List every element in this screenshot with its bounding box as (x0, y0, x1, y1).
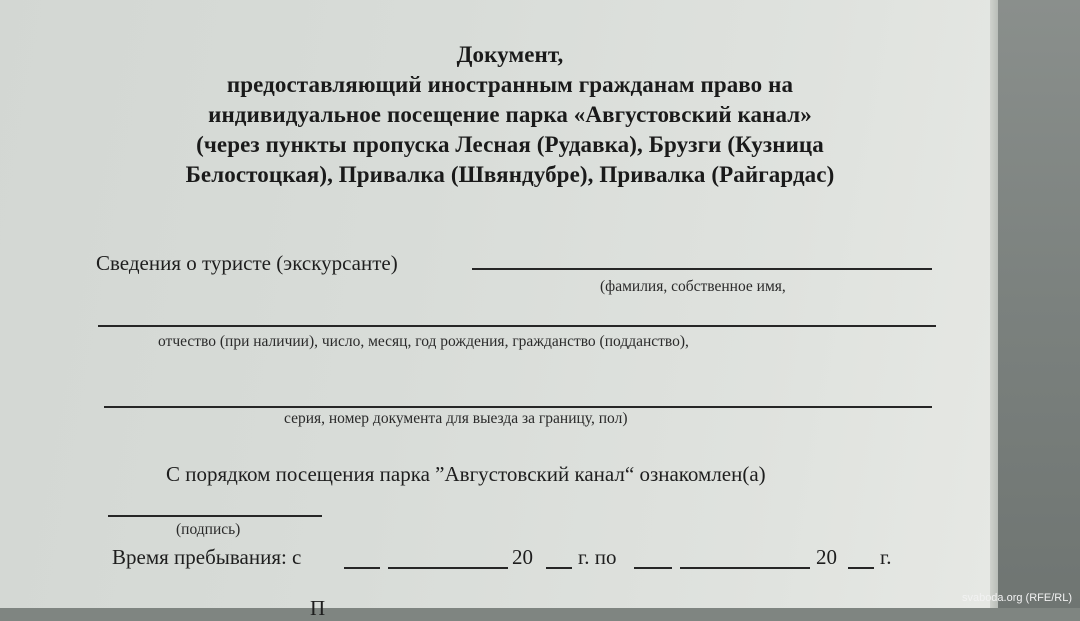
stay-year-prefix-2: 20 (816, 545, 837, 569)
document-title (120, 40, 900, 190)
title-line: предоставляющий иностранным гражданам право на (226, 72, 794, 97)
title-line: (через пункты пропуска Лесная (Рудавка), Брузги (Кузница (196, 132, 824, 157)
stay-year-prefix-1: 20 (512, 545, 533, 569)
document-line (104, 406, 932, 408)
monitor-bezel (998, 0, 1080, 608)
stay-start-year-line (546, 567, 572, 569)
tourist-name-line (472, 268, 932, 270)
stay-end-year-line (848, 567, 874, 569)
stay-start-month-line (388, 567, 508, 569)
paper-edge (990, 0, 998, 608)
title-line: Документ, (456, 42, 564, 67)
title-line: Белостоцкая), Привалка (Швяндубре), Привалка (Райгардас) (185, 162, 835, 187)
watermark: svaboda.org (RFE/RL) (961, 592, 1072, 604)
stay-start-day-line (344, 567, 380, 569)
hint-patronymic: отчество (при наличии), число, месяц, год рождения, гражданство (подданство), (158, 333, 689, 350)
stay-label: Время пребывания: с (112, 545, 302, 569)
patronymic-line (98, 325, 936, 327)
partial-next-line: П (310, 596, 326, 620)
signature-hint: (подпись) (176, 521, 241, 538)
hint-name: (фамилия, собственное имя, (600, 278, 786, 295)
signature-line (108, 515, 322, 517)
stay-unit-1: г. по (578, 545, 617, 569)
stay-end-day-line (634, 567, 672, 569)
stay-unit-2: г. (880, 545, 892, 569)
acknowledge-text: С порядком посещения парка ”Августовский канал“ ознакомлен(а) (166, 462, 766, 486)
hint-document: серия, номер документа для выезда за границу, пол) (284, 410, 628, 427)
title-line: индивидуальное посещение парка «Августовский канал» (208, 102, 812, 127)
stay-end-month-line (680, 567, 810, 569)
tourist-label: Сведения о туристе (экскурсанте) (96, 251, 398, 275)
